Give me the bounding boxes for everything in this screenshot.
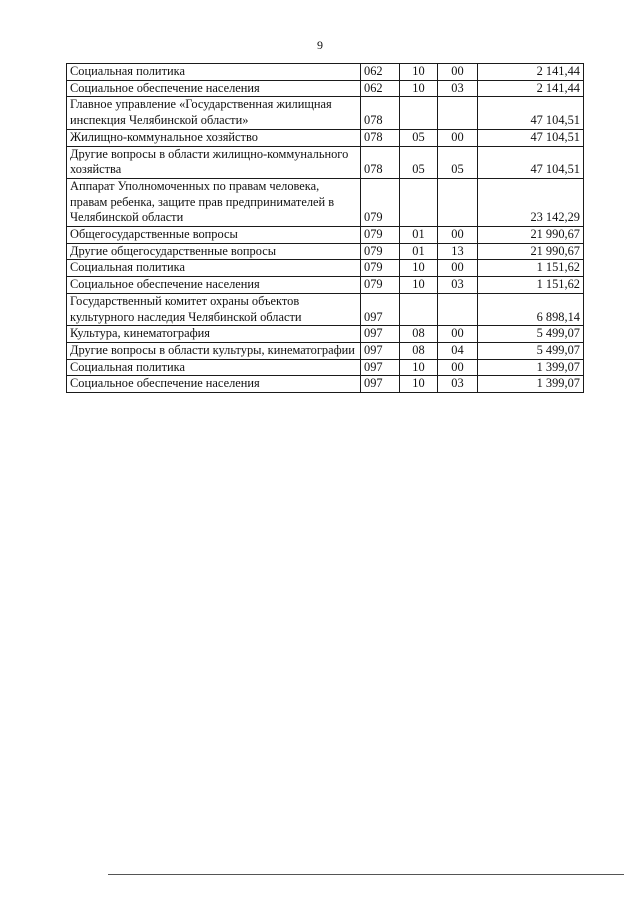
item-name-cell: Социальное обеспечение населения bbox=[67, 376, 361, 393]
subsection-code-cell: 00 bbox=[438, 64, 478, 81]
subsection-code-cell: 03 bbox=[438, 376, 478, 393]
table-row bbox=[67, 277, 584, 294]
item-name-cell: Социальное обеспечение населения bbox=[67, 80, 361, 97]
subsection-code-cell: 00 bbox=[438, 227, 478, 244]
amount-cell: 1 151,62 bbox=[478, 277, 584, 294]
amount-cell: 21 990,67 bbox=[478, 227, 584, 244]
table-row bbox=[67, 178, 584, 226]
table-row bbox=[67, 376, 584, 393]
subsection-code-cell: 00 bbox=[438, 359, 478, 376]
table-row bbox=[67, 243, 584, 260]
amount-cell: 21 990,67 bbox=[478, 243, 584, 260]
subsection-code-cell: 03 bbox=[438, 80, 478, 97]
subsection-code-cell: 04 bbox=[438, 342, 478, 359]
subsection-code-cell: 03 bbox=[438, 277, 478, 294]
amount-cell: 2 141,44 bbox=[478, 64, 584, 81]
department-code-cell: 062 bbox=[361, 64, 400, 81]
department-code-cell: 097 bbox=[361, 376, 400, 393]
subsection-code-cell bbox=[438, 293, 478, 325]
table-row bbox=[67, 80, 584, 97]
section-code-cell: 08 bbox=[400, 326, 438, 343]
item-name-cell: Социальная политика bbox=[67, 260, 361, 277]
section-code-cell: 10 bbox=[400, 359, 438, 376]
table-row bbox=[67, 64, 584, 81]
item-name-cell: Другие общегосударственные вопросы bbox=[67, 243, 361, 260]
department-code-cell: 078 bbox=[361, 146, 400, 178]
table-row bbox=[67, 359, 584, 376]
subsection-code-cell: 00 bbox=[438, 260, 478, 277]
section-code-cell: 08 bbox=[400, 342, 438, 359]
amount-cell: 1 399,07 bbox=[478, 359, 584, 376]
subsection-code-cell bbox=[438, 97, 478, 129]
table-row bbox=[67, 227, 584, 244]
budget-table bbox=[66, 63, 584, 393]
subsection-code-cell: 05 bbox=[438, 146, 478, 178]
item-name-cell: Другие вопросы в области жилищно-коммунального хозяйства bbox=[67, 146, 361, 178]
department-code-cell: 079 bbox=[361, 260, 400, 277]
amount-cell: 47 104,51 bbox=[478, 146, 584, 178]
amount-cell: 47 104,51 bbox=[478, 129, 584, 146]
subsection-code-cell: 00 bbox=[438, 129, 478, 146]
amount-cell: 5 499,07 bbox=[478, 326, 584, 343]
section-code-cell: 05 bbox=[400, 146, 438, 178]
amount-cell: 5 499,07 bbox=[478, 342, 584, 359]
table-row bbox=[67, 97, 584, 129]
subsection-code-cell bbox=[438, 178, 478, 226]
table-row bbox=[67, 293, 584, 325]
section-code-cell bbox=[400, 178, 438, 226]
amount-cell: 23 142,29 bbox=[478, 178, 584, 226]
section-code-cell bbox=[400, 97, 438, 129]
table-row bbox=[67, 129, 584, 146]
department-code-cell: 079 bbox=[361, 243, 400, 260]
table-row bbox=[67, 326, 584, 343]
item-name-cell: Общегосударственные вопросы bbox=[67, 227, 361, 244]
table-row bbox=[67, 342, 584, 359]
item-name-cell: Социальное обеспечение населения bbox=[67, 277, 361, 294]
department-code-cell: 079 bbox=[361, 178, 400, 226]
amount-cell: 6 898,14 bbox=[478, 293, 584, 325]
subsection-code-cell: 00 bbox=[438, 326, 478, 343]
item-name-cell: Жилищно-коммунальное хозяйство bbox=[67, 129, 361, 146]
section-code-cell: 10 bbox=[400, 80, 438, 97]
page-number: 9 bbox=[317, 38, 323, 52]
amount-cell: 1 399,07 bbox=[478, 376, 584, 393]
item-name-cell: Культура, кинематография bbox=[67, 326, 361, 343]
section-code-cell: 01 bbox=[400, 243, 438, 260]
section-code-cell: 05 bbox=[400, 129, 438, 146]
amount-cell: 1 151,62 bbox=[478, 260, 584, 277]
section-code-cell: 10 bbox=[400, 64, 438, 81]
amount-cell: 47 104,51 bbox=[478, 97, 584, 129]
item-name-cell: Другие вопросы в области культуры, кинематографии bbox=[67, 342, 361, 359]
item-name-cell: Аппарат Уполномоченных по правам человека, правам ребенка, защите прав предпринимателей в Челябинской области bbox=[67, 178, 361, 226]
section-code-cell: 10 bbox=[400, 376, 438, 393]
section-code-cell: 10 bbox=[400, 260, 438, 277]
department-code-cell: 097 bbox=[361, 293, 400, 325]
amount-cell: 2 141,44 bbox=[478, 80, 584, 97]
section-code-cell: 10 bbox=[400, 277, 438, 294]
department-code-cell: 097 bbox=[361, 326, 400, 343]
item-name-cell: Государственный комитет охраны объектов культурного наследия Челябинской области bbox=[67, 293, 361, 325]
item-name-cell: Главное управление «Государственная жилищная инспекция Челябинской области» bbox=[67, 97, 361, 129]
department-code-cell: 097 bbox=[361, 359, 400, 376]
section-code-cell: 01 bbox=[400, 227, 438, 244]
department-code-cell: 079 bbox=[361, 227, 400, 244]
department-code-cell: 097 bbox=[361, 342, 400, 359]
department-code-cell: 078 bbox=[361, 129, 400, 146]
table-row bbox=[67, 260, 584, 277]
subsection-code-cell: 13 bbox=[438, 243, 478, 260]
item-name-cell: Социальная политика bbox=[67, 64, 361, 81]
department-code-cell: 062 bbox=[361, 80, 400, 97]
table-row bbox=[67, 146, 584, 178]
department-code-cell: 079 bbox=[361, 277, 400, 294]
page-bottom-rule bbox=[108, 874, 624, 875]
item-name-cell: Социальная политика bbox=[67, 359, 361, 376]
section-code-cell bbox=[400, 293, 438, 325]
department-code-cell: 078 bbox=[361, 97, 400, 129]
